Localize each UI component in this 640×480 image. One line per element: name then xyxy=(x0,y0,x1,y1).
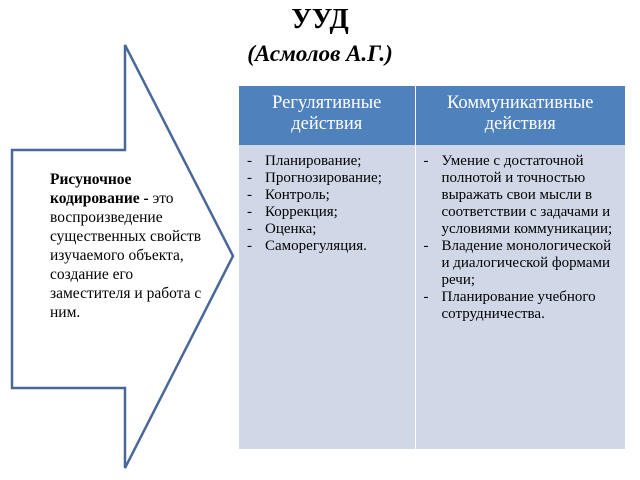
communicative-cell xyxy=(415,145,625,449)
arrow-definition-text xyxy=(50,170,208,322)
regulatory-list xyxy=(245,153,411,255)
header-communicative: Коммуникативные действия xyxy=(415,86,625,145)
definition-body: это воспроизведение существенных свойств изучаемого объекта, создание его заместителя и работа с ним. xyxy=(50,190,202,321)
page-title: УУД xyxy=(291,4,349,35)
header-regulatory: Регулятивные действия xyxy=(239,86,415,145)
list-item: - Контроль; xyxy=(245,187,411,204)
list-item: - Прогнозирование; xyxy=(245,170,411,187)
list-item: - Владение монологической и диалогической формами речи; xyxy=(422,238,622,289)
regulatory-cell xyxy=(239,145,415,449)
definition-term: Рисуночное кодирование - xyxy=(50,171,149,207)
list-item: - Саморегуляция. xyxy=(245,238,411,255)
table-body-row xyxy=(239,145,625,449)
list-item: - Умение с достаточной полнотой и точностью выражать свои мысли в соответствии с задачами и условиями коммуникации; xyxy=(422,153,622,238)
list-item: - Планирование учебного сотрудничества. xyxy=(422,289,622,323)
list-item: - Оценка; xyxy=(245,221,411,238)
list-item: - Планирование; xyxy=(245,153,411,170)
table-header-row xyxy=(239,86,625,145)
list-item: - Коррекция; xyxy=(245,204,411,221)
page-subtitle: (Асмолов А.Г.) xyxy=(247,41,393,66)
uud-table xyxy=(239,86,625,449)
communicative-list xyxy=(422,153,622,323)
